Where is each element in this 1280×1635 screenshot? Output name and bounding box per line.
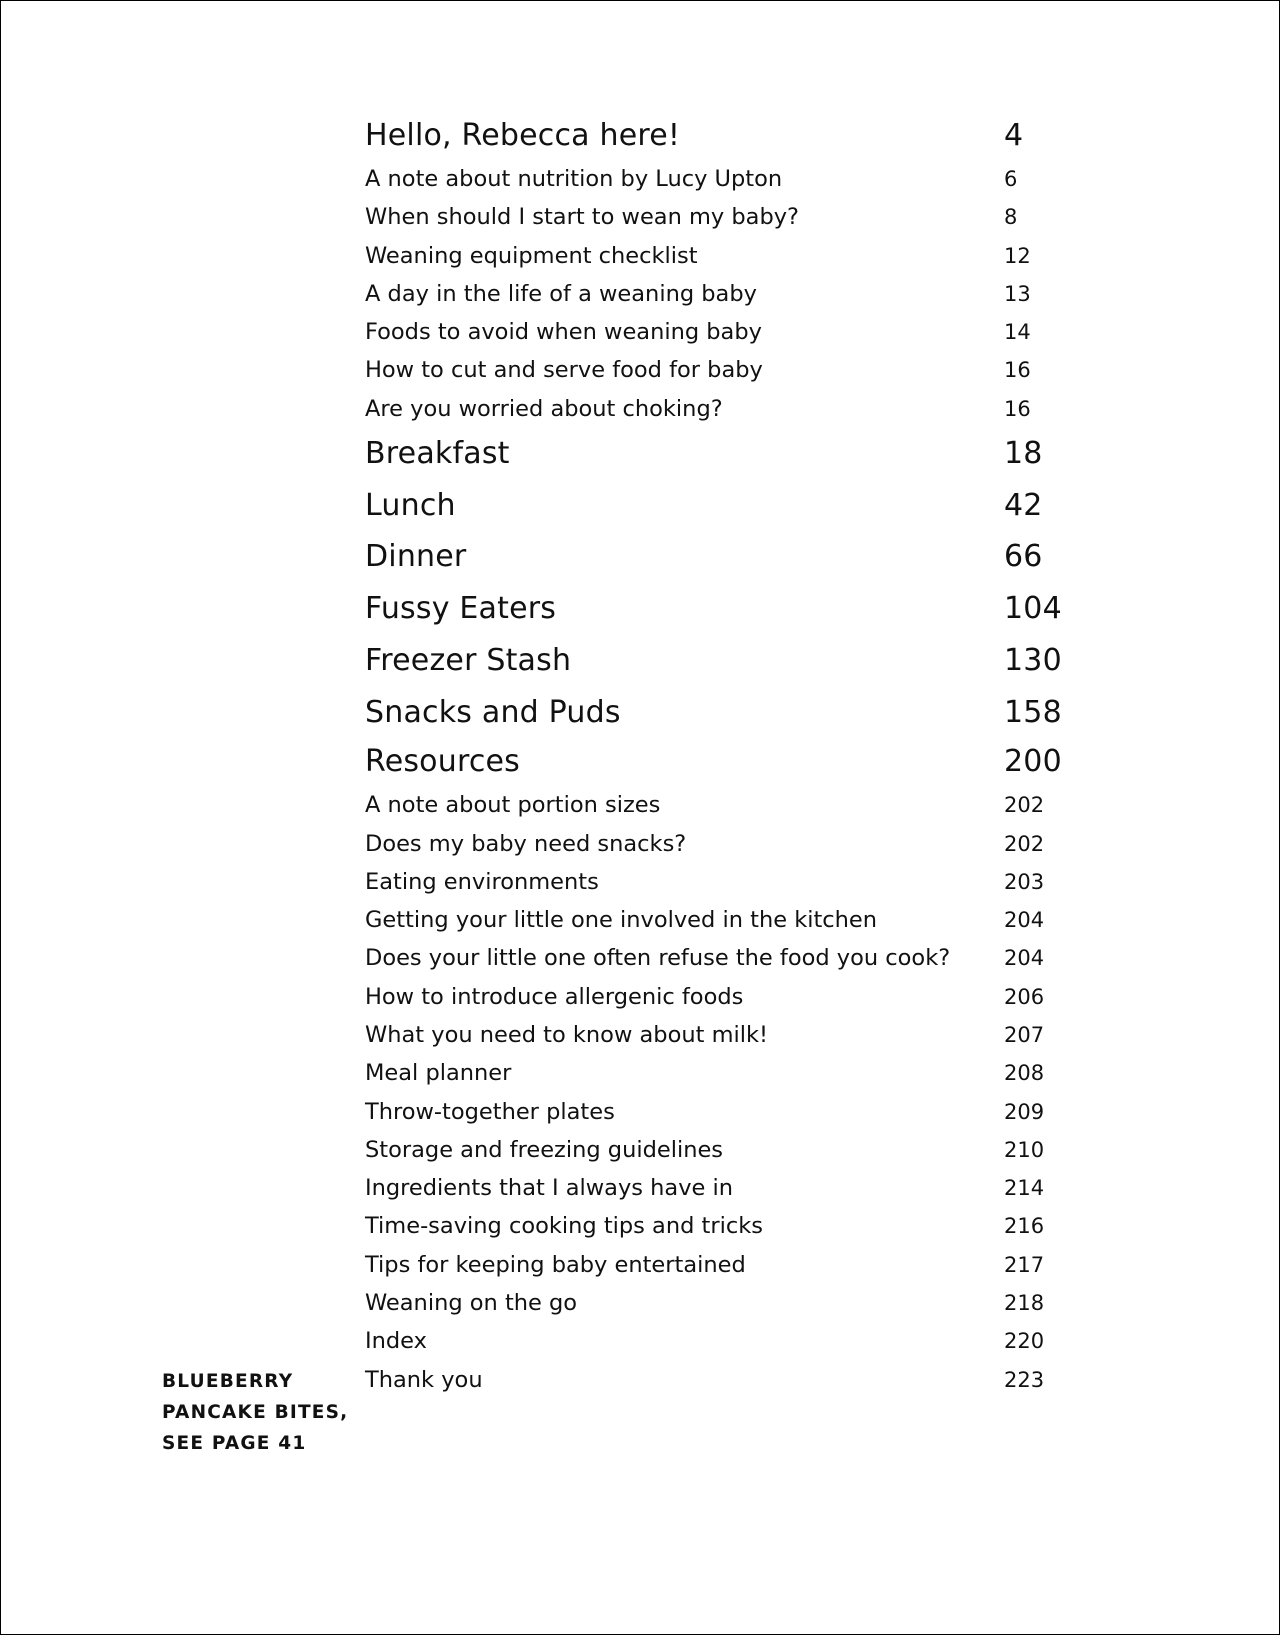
toc-entry-page: 12 — [1004, 243, 1031, 268]
caption-line: PANCAKE BITES, — [162, 1402, 349, 1423]
toc-entry[interactable] — [365, 275, 1085, 313]
toc-entry-page: 216 — [1004, 1214, 1045, 1239]
toc-section-breakfast[interactable] — [365, 428, 1085, 480]
toc-section-title: Snacks and Puds — [365, 694, 621, 730]
toc-heading-title: Hello, Rebecca here! — [365, 118, 681, 153]
toc-entry[interactable] — [365, 160, 1085, 198]
toc-section-freezer-stash[interactable] — [365, 635, 1085, 687]
toc-section-page: 42 — [1004, 487, 1043, 523]
toc-entry-title: Tips for keeping baby entertained — [365, 1251, 746, 1278]
toc-entry-title: Meal planner — [365, 1060, 512, 1087]
toc-section-snacks-and-puds[interactable] — [365, 687, 1085, 739]
toc-entry-page: 217 — [1004, 1252, 1045, 1277]
toc-entry-title: Throw-together plates — [365, 1098, 615, 1125]
toc-entry-page: 220 — [1004, 1329, 1045, 1354]
toc-entry[interactable] — [365, 1207, 1085, 1245]
toc-entry-page: 223 — [1004, 1367, 1045, 1392]
toc-section-fussy-eaters[interactable] — [365, 583, 1085, 635]
toc-entry[interactable] — [365, 198, 1085, 236]
toc-entry-page: 13 — [1004, 281, 1031, 306]
toc-entry-title: Index — [365, 1328, 427, 1355]
toc-entry[interactable] — [365, 237, 1085, 275]
toc-entry-title: Ingredients that I always have in — [365, 1175, 734, 1202]
toc-entry[interactable] — [365, 1322, 1085, 1360]
toc-entry[interactable] — [365, 1361, 1085, 1399]
toc-entry[interactable] — [365, 863, 1085, 901]
table-of-contents — [365, 112, 1085, 1399]
toc-section-title: Breakfast — [365, 436, 510, 472]
toc-entry[interactable] — [365, 351, 1085, 389]
toc-section-page: 104 — [1004, 591, 1062, 627]
toc-section-title: Lunch — [365, 487, 456, 523]
toc-entry-page: 208 — [1004, 1061, 1045, 1086]
toc-section-page: 130 — [1004, 642, 1062, 678]
toc-entry-page: 16 — [1004, 396, 1031, 421]
toc-entry-title: A note about nutrition by Lucy Upton — [365, 166, 783, 192]
toc-entry-page: 204 — [1004, 946, 1045, 971]
toc-entry[interactable] — [365, 390, 1085, 428]
toc-entry-title: How to introduce allergenic foods — [365, 983, 744, 1010]
toc-section-page: 18 — [1004, 436, 1043, 472]
toc-entry-title: Thank you — [365, 1366, 483, 1393]
toc-entry[interactable] — [365, 1016, 1085, 1054]
toc-entry-title: How to cut and serve food for baby — [365, 357, 763, 384]
toc-entry[interactable] — [365, 1054, 1085, 1092]
toc-entry[interactable] — [365, 901, 1085, 939]
toc-heading-page: 200 — [1004, 744, 1062, 780]
toc-entry-page: 218 — [1004, 1291, 1045, 1316]
caption-line: SEE PAGE 41 — [162, 1433, 307, 1454]
toc-entry-title: Getting your little one involved in the kitchen — [365, 907, 878, 934]
toc-sections-group — [365, 428, 1085, 738]
toc-entry-title: What you need to know about milk! — [365, 1021, 769, 1048]
toc-entry-page: 203 — [1004, 869, 1045, 894]
toc-entry-title: A note about portion sizes — [365, 792, 661, 819]
toc-entry[interactable] — [365, 939, 1085, 977]
toc-entry[interactable] — [365, 1093, 1085, 1131]
toc-entry-title: Does your little one often refuse the food you cook? — [365, 945, 951, 972]
toc-entry-title: A day in the life of a weaning baby — [365, 280, 757, 307]
toc-entry[interactable] — [365, 313, 1085, 351]
caption-line: BLUEBERRY — [162, 1371, 294, 1392]
toc-entry-page: 202 — [1004, 831, 1045, 856]
toc-entry-page: 210 — [1004, 1137, 1045, 1162]
toc-resources-group — [365, 738, 1085, 1399]
toc-entry-page: 202 — [1004, 793, 1045, 818]
toc-entry[interactable] — [365, 1284, 1085, 1322]
toc-section-title: Fussy Eaters — [365, 591, 557, 627]
toc-heading-title: Resources — [365, 744, 521, 780]
toc-entry-page: 206 — [1004, 984, 1045, 1009]
toc-entry-title: Foods to avoid when weaning baby — [365, 319, 762, 346]
toc-entry-title: When should I start to wean my baby? — [365, 204, 799, 231]
toc-entry-page: 209 — [1004, 1099, 1045, 1124]
toc-entry-page: 207 — [1004, 1022, 1045, 1047]
toc-section-page: 158 — [1004, 694, 1062, 730]
toc-heading-page: 4 — [1004, 118, 1024, 153]
toc-intro-group — [365, 112, 1085, 428]
toc-entry[interactable] — [365, 786, 1085, 824]
toc-heading-resources[interactable] — [365, 738, 1085, 786]
toc-entry-title: Does my baby need snacks? — [365, 830, 687, 857]
toc-entry-title: Weaning on the go — [365, 1290, 578, 1317]
toc-section-dinner[interactable] — [365, 531, 1085, 583]
photo-caption — [162, 1366, 348, 1459]
toc-entry-page: 16 — [1004, 358, 1031, 383]
toc-section-title: Freezer Stash — [365, 642, 572, 678]
toc-section-title: Dinner — [365, 539, 467, 575]
toc-entry-page: 214 — [1004, 1176, 1045, 1201]
toc-heading-intro[interactable] — [365, 112, 1085, 160]
toc-entry-title: Are you worried about choking? — [365, 395, 723, 422]
toc-entry-page: 8 — [1004, 205, 1018, 230]
toc-entry-title: Time-saving cooking tips and tricks — [365, 1213, 763, 1240]
toc-entry[interactable] — [365, 978, 1085, 1016]
toc-entry[interactable] — [365, 1246, 1085, 1284]
toc-entry-page: 6 — [1004, 167, 1018, 191]
toc-entry-title: Eating environments — [365, 868, 599, 895]
toc-entry-page: 14 — [1004, 320, 1031, 345]
toc-entry-title: Storage and freezing guidelines — [365, 1136, 724, 1163]
toc-section-lunch[interactable] — [365, 480, 1085, 532]
toc-section-page: 66 — [1004, 539, 1043, 575]
toc-entry[interactable] — [365, 1131, 1085, 1169]
toc-entry[interactable] — [365, 825, 1085, 863]
toc-entry[interactable] — [365, 1169, 1085, 1207]
toc-entry-page: 204 — [1004, 908, 1045, 933]
toc-entry-title: Weaning equipment checklist — [365, 242, 698, 269]
